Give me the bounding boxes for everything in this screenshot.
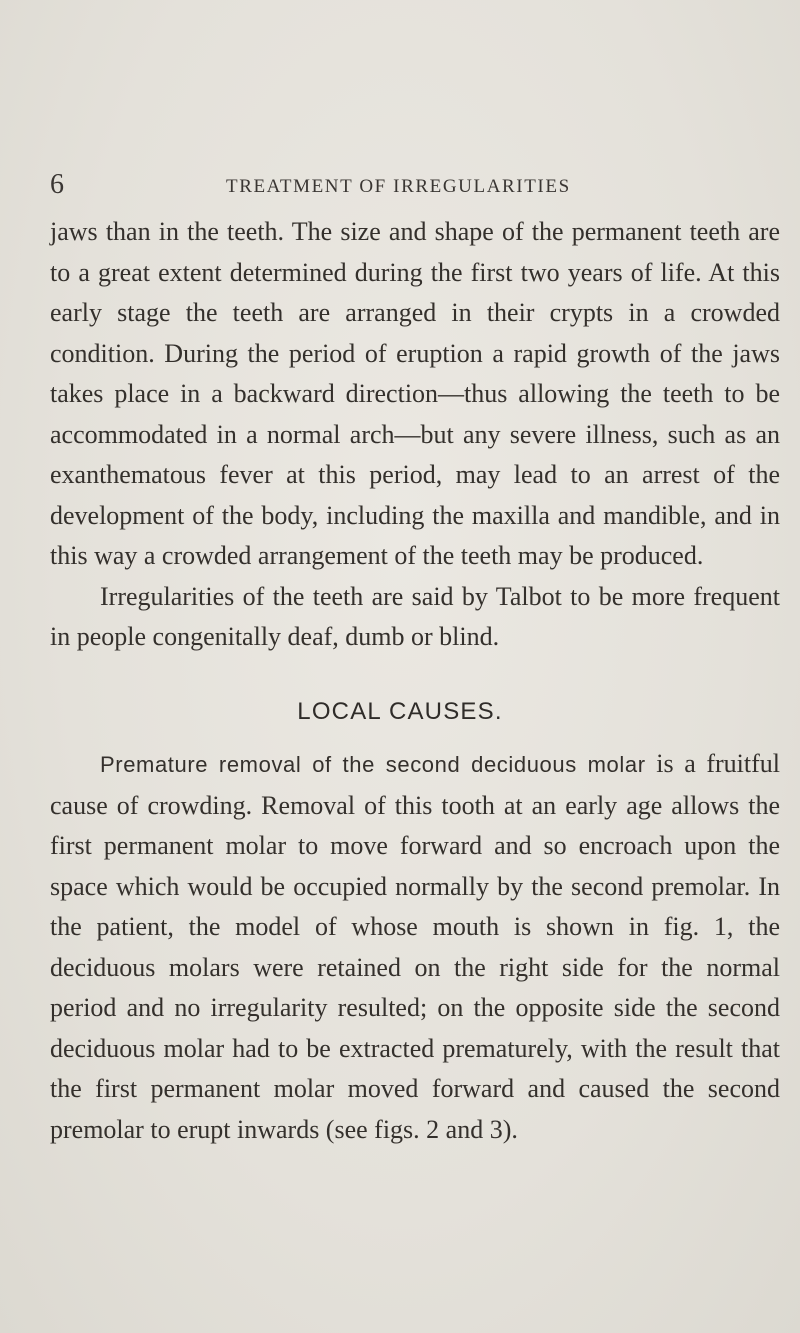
paragraph-lead-phrase: Premature removal of the second deciduous molar: [100, 752, 646, 777]
paragraph-body: is a fruitful cause of crowding. Removal of this tooth at an early age allows the first permanent molar to move forward and so encroach upon the space which would be occupied normally by the second premolar. In the patient, the model of whose mouth is shown in fig. 1, the deciduous molars were retained on the right side for the normal period and no irregularity resulted; on the opposite side the second deciduous molar had to be extracted prematurely, with the result that the first permanent molar moved forward and caused the second premolar to erupt inwards (see figs. 2 and 3).: [50, 749, 781, 1144]
paragraph-local-causes: [50, 744, 780, 1150]
lower-text-block: [50, 744, 780, 1150]
section-heading: LOCAL CAUSES.: [297, 698, 503, 725]
page-number: 6: [50, 169, 64, 200]
upper-text-block: [50, 212, 780, 658]
paragraph-continuation: jaws than in the teeth. The size and shape of the permanent teeth are to a great extent determined during the first two years of life. At this early stage the teeth are arranged in their crypts in a crowded condition. During the period of eruption a rapid growth of the jaws takes place in a backward direction—thus allowing the teeth to be accommodated in a normal arch—but any severe illness, such as an exanthematous fever at this period, may lead to an arrest of the development of the body, including the maxilla and mandible, and in this way a crowded arrangement of the teeth may be produced.: [50, 217, 780, 570]
running-head: [0, 168, 800, 202]
running-title: TREATMENT OF IRREGULARITIES: [226, 176, 571, 197]
paragraph-talbot: Irregularities of the teeth are said by Talbot to be more frequent in people congenitally deaf, dumb or blind.: [50, 581, 780, 651]
